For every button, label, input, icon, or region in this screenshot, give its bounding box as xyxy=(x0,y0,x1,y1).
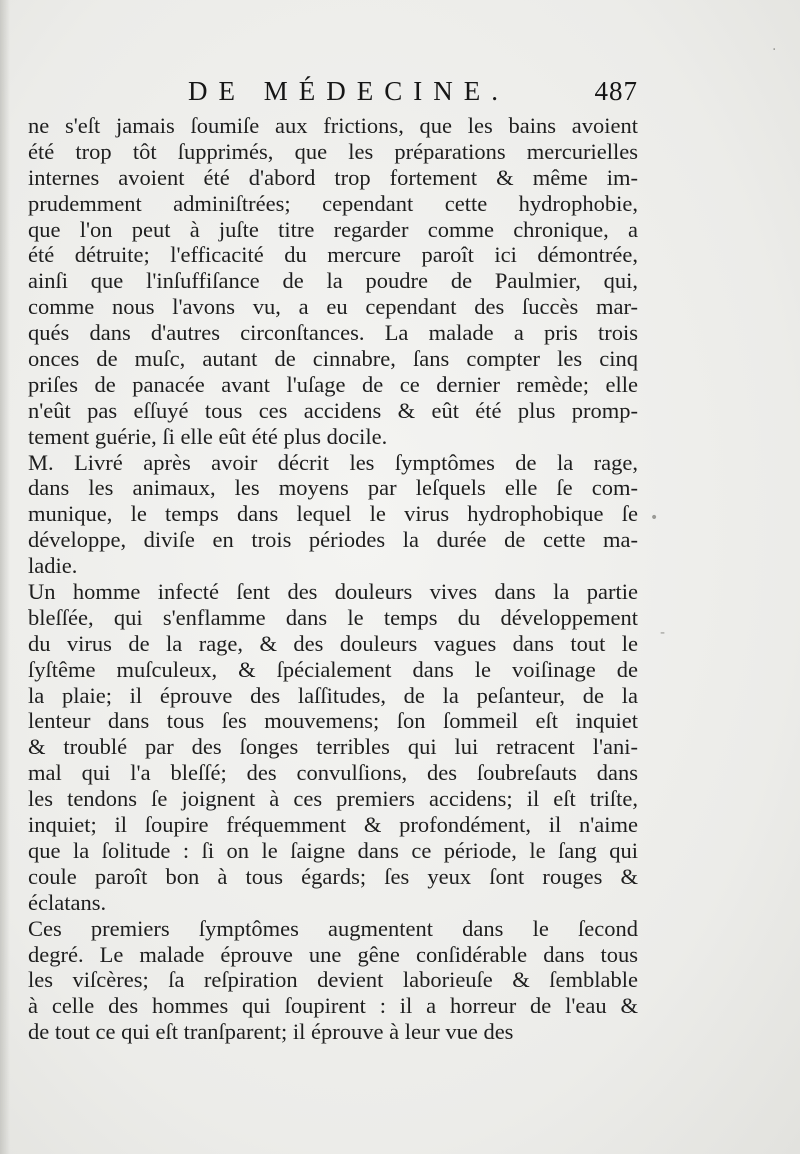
paper-speck: • xyxy=(650,510,659,526)
text-line: onces de muſc, autant de cinnabre, ſans compter les cinq xyxy=(28,346,638,372)
text-line: Un homme infecté ſent des douleurs vives dans la partie xyxy=(28,579,638,605)
text-line: ſyſtême muſculeux, & ſpécialement dans le voiſinage de xyxy=(28,656,638,682)
text-line: tement guérie, ſi elle eût été plus docile. xyxy=(28,423,388,449)
text-line: ne s'eſt jamais ſoumiſe aux frictions, que les bains avoient xyxy=(28,113,638,138)
text-line: les viſcères; ſa reſpiration devient laborieuſe & ſemblable xyxy=(28,967,638,993)
spine-shadow xyxy=(0,0,10,1154)
text-line: coule paroît bon à tous égards; ſes yeux ſont rouges & xyxy=(28,863,638,889)
text-line: M. Livré après avoir décrit les ſymptômes de la rage, xyxy=(28,449,638,475)
paper-speck: - xyxy=(660,625,666,641)
text-line: Ces premiers ſymptômes augmentent dans le ſecond xyxy=(28,915,638,941)
running-head xyxy=(188,76,638,110)
page-number: 487 xyxy=(594,76,638,106)
text-line: bleſſée, qui s'enflamme dans le temps du développement xyxy=(28,604,638,630)
paragraph xyxy=(28,450,638,579)
text-line: que la ſolitude : ſi on le ſaigne dans ce période, le ſang qui xyxy=(28,837,638,863)
running-head-title: DE MÉDECINE. xyxy=(188,76,509,106)
paragraph xyxy=(28,916,638,1045)
text-line: qués dans d'autres circonſtances. La malade a pris trois xyxy=(28,320,638,346)
text-line: comme nous l'avons vu, a eu cependant des ſuccès mar- xyxy=(28,294,638,320)
text-line: priſes de panacée avant l'uſage de ce dernier remède; elle xyxy=(28,371,638,397)
text-line: munique, le temps dans lequel le virus hydrophobique ſe xyxy=(28,501,638,527)
text-line: la plaie; il éprouve des laſſitudes, de la peſanteur, de la xyxy=(28,682,638,708)
text-line: inquiet; il ſoupire fréquemment & profondément, il n'aime xyxy=(28,812,638,838)
text-line: n'eût pas eſſuyé tous ces accidens & eût été plus promp- xyxy=(28,397,638,423)
text-line: ainſi que l'inſuffiſance de la poudre de Paulmier, qui, xyxy=(28,268,638,294)
text-line: du virus de la rage, & des douleurs vagues dans tout le xyxy=(28,630,638,656)
text-line: les tendons ſe joignent à ces premiers accidens; il eſt triſte, xyxy=(28,786,638,812)
text-line: degré. Le malade éprouve une gêne conſidérable dans tous xyxy=(28,941,638,967)
text-line: été trop tôt ſupprimés, que les préparations mercurielles xyxy=(28,138,638,164)
text-line: à celle des hommes qui ſoupirent : il a horreur de l'eau & xyxy=(28,993,638,1019)
text-line: éclatans. xyxy=(28,889,107,915)
text-line: ladie. xyxy=(28,553,78,579)
body-text xyxy=(28,113,638,1045)
text-line: été détruite; l'efficacité du mercure paroît ici démontrée, xyxy=(28,242,638,268)
paper-speck: · xyxy=(772,42,777,58)
text-line: & troublé par des ſonges terribles qui lui retracent l'ani- xyxy=(28,734,638,760)
paragraph xyxy=(28,113,638,450)
text-line: mal qui l'a bleſſé; des convulſions, des ſoubreſauts dans xyxy=(28,760,638,786)
paragraph xyxy=(28,579,638,916)
text-line: lenteur dans tous ſes mouvemens; ſon ſommeil eſt inquiet xyxy=(28,708,638,734)
text-line: développe, diviſe en trois périodes la durée de cette ma- xyxy=(28,527,638,553)
text-line: que l'on peut à juſte titre regarder comme chronique, a xyxy=(28,216,638,242)
text-line: de tout ce qui eſt tranſparent; il éprouve à leur vue des xyxy=(28,1019,514,1045)
text-line: prudemment adminiſtrées; cependant cette hydrophobie, xyxy=(28,190,638,216)
text-line: internes avoient été d'abord trop fortement & même im- xyxy=(28,164,638,190)
text-line: dans les animaux, les moyens par leſquels elle ſe com- xyxy=(28,475,638,501)
